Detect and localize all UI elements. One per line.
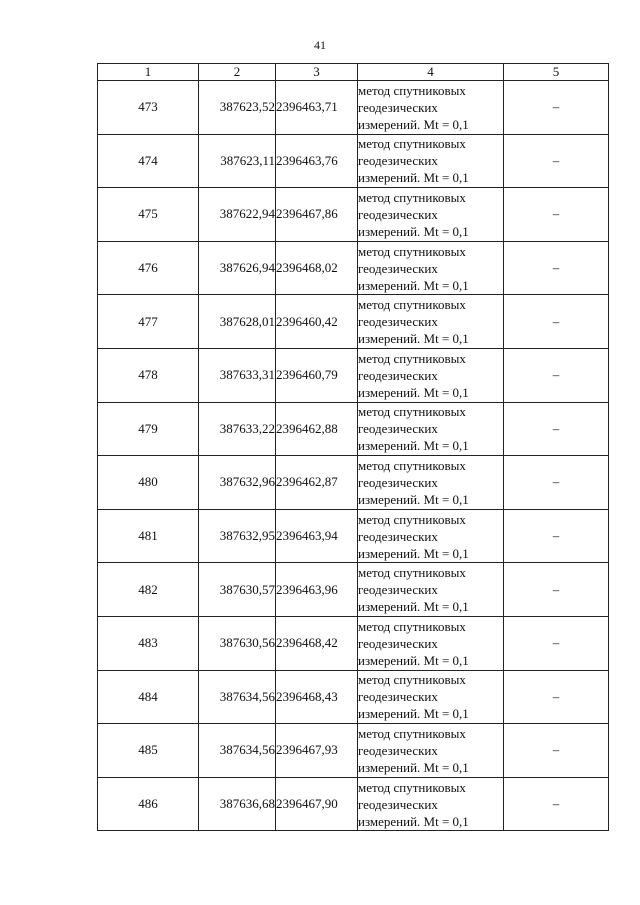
method-cell	[358, 134, 504, 188]
method-line: геодезических	[358, 689, 438, 705]
point-number-cell: 479	[98, 402, 199, 456]
method-line: метод спутниковых	[358, 136, 466, 152]
x-coordinate-cell: 387623,52	[199, 81, 276, 135]
method-line: геодезических	[358, 474, 438, 490]
method-line: измерений. Mt = 0,1	[358, 759, 469, 775]
method-line: геодезических	[358, 582, 438, 598]
method-cell	[358, 456, 504, 510]
method-line: геодезических	[358, 796, 438, 812]
y-coordinate-cell: 2396468,42	[276, 616, 358, 670]
y-coordinate-cell: 2396467,93	[276, 724, 358, 778]
point-number-cell: 482	[98, 563, 199, 617]
table-row	[98, 777, 609, 831]
y-coordinate-cell: 2396468,02	[276, 241, 358, 295]
point-number-cell: 483	[98, 616, 199, 670]
table-row	[98, 563, 609, 617]
header-col-1: 1	[98, 64, 199, 81]
point-number-cell: 484	[98, 670, 199, 724]
point-number-cell: 481	[98, 509, 199, 563]
x-coordinate-cell: 387622,94	[199, 188, 276, 242]
method-line: геодезических	[358, 153, 438, 169]
method-line: измерений. Mt = 0,1	[358, 277, 469, 293]
x-coordinate-cell: 387632,95	[199, 509, 276, 563]
column-5-cell: –	[504, 188, 609, 242]
page-number: 41	[314, 38, 326, 52]
header-col-3: 3	[276, 64, 358, 81]
column-5-cell: –	[504, 509, 609, 563]
method-line: измерений. Mt = 0,1	[358, 491, 469, 507]
method-line: геодезических	[358, 421, 438, 437]
method-line: измерений. Mt = 0,1	[358, 599, 469, 615]
point-number-cell: 474	[98, 134, 199, 188]
point-number-cell: 473	[98, 81, 199, 135]
method-cell	[358, 188, 504, 242]
x-coordinate-cell: 387633,22	[199, 402, 276, 456]
x-coordinate-cell: 387634,56	[199, 724, 276, 778]
method-cell	[358, 670, 504, 724]
method-line: геодезических	[358, 367, 438, 383]
table-row	[98, 456, 609, 510]
x-coordinate-cell: 387626,94	[199, 241, 276, 295]
column-5-cell: –	[504, 295, 609, 349]
table-header	[98, 64, 609, 81]
table-row	[98, 134, 609, 188]
column-5-cell: –	[504, 134, 609, 188]
table-row	[98, 402, 609, 456]
method-line: метод спутниковых	[358, 189, 466, 205]
method-cell	[358, 724, 504, 778]
method-line: геодезических	[358, 528, 438, 544]
y-coordinate-cell: 2396462,88	[276, 402, 358, 456]
method-line: геодезических	[358, 260, 438, 276]
x-coordinate-cell: 387633,31	[199, 348, 276, 402]
column-5-cell: –	[504, 456, 609, 510]
column-5-cell: –	[504, 81, 609, 135]
method-line: метод спутниковых	[358, 511, 466, 527]
method-cell	[358, 616, 504, 670]
method-line: метод спутниковых	[358, 565, 466, 581]
point-number-cell: 476	[98, 241, 199, 295]
method-line: геодезических	[358, 206, 438, 222]
method-line: метод спутниковых	[358, 404, 466, 420]
y-coordinate-cell: 2396467,90	[276, 777, 358, 831]
table-body	[98, 81, 609, 831]
x-coordinate-cell: 387630,56	[199, 616, 276, 670]
method-cell	[358, 777, 504, 831]
y-coordinate-cell: 2396468,43	[276, 670, 358, 724]
x-coordinate-cell: 387630,57	[199, 563, 276, 617]
table-row	[98, 724, 609, 778]
method-line: геодезических	[358, 635, 438, 651]
table-row	[98, 670, 609, 724]
column-5-cell: –	[504, 241, 609, 295]
y-coordinate-cell: 2396463,94	[276, 509, 358, 563]
x-coordinate-cell: 387634,56	[199, 670, 276, 724]
method-cell	[358, 81, 504, 135]
table-row	[98, 241, 609, 295]
y-coordinate-cell: 2396462,87	[276, 456, 358, 510]
method-line: измерений. Mt = 0,1	[358, 170, 469, 186]
method-line: метод спутниковых	[358, 243, 466, 259]
method-line: метод спутниковых	[358, 672, 466, 688]
column-5-cell: –	[504, 402, 609, 456]
y-coordinate-cell: 2396463,96	[276, 563, 358, 617]
y-coordinate-cell: 2396467,86	[276, 188, 358, 242]
column-5-cell: –	[504, 348, 609, 402]
method-line: метод спутниковых	[358, 350, 466, 366]
method-line: измерений. Mt = 0,1	[358, 384, 469, 400]
method-line: геодезических	[358, 742, 438, 758]
method-line: метод спутниковых	[358, 779, 466, 795]
x-coordinate-cell: 387632,96	[199, 456, 276, 510]
method-cell	[358, 563, 504, 617]
method-line: метод спутниковых	[358, 82, 466, 98]
method-line: метод спутниковых	[358, 618, 466, 634]
header-col-2: 2	[199, 64, 276, 81]
x-coordinate-cell: 387628,01	[199, 295, 276, 349]
column-5-cell: –	[504, 616, 609, 670]
method-line: измерений. Mt = 0,1	[358, 438, 469, 454]
method-line: геодезических	[358, 314, 438, 330]
table-row	[98, 81, 609, 135]
y-coordinate-cell: 2396460,79	[276, 348, 358, 402]
header-col-5: 5	[504, 64, 609, 81]
x-coordinate-cell: 387623,11	[199, 134, 276, 188]
table-row	[98, 509, 609, 563]
point-number-cell: 478	[98, 348, 199, 402]
method-line: измерений. Mt = 0,1	[358, 223, 469, 239]
method-cell	[358, 241, 504, 295]
column-5-cell: –	[504, 563, 609, 617]
method-cell	[358, 509, 504, 563]
table-row	[98, 348, 609, 402]
method-line: метод спутниковых	[358, 725, 466, 741]
table-row	[98, 616, 609, 670]
method-line: измерений. Mt = 0,1	[358, 545, 469, 561]
header-col-4: 4	[358, 64, 504, 81]
table-row	[98, 295, 609, 349]
column-5-cell: –	[504, 670, 609, 724]
column-5-cell: –	[504, 777, 609, 831]
method-cell	[358, 402, 504, 456]
y-coordinate-cell: 2396463,76	[276, 134, 358, 188]
method-line: измерений. Mt = 0,1	[358, 652, 469, 668]
column-5-cell: –	[504, 724, 609, 778]
y-coordinate-cell: 2396463,71	[276, 81, 358, 135]
method-cell	[358, 348, 504, 402]
x-coordinate-cell: 387636,68	[199, 777, 276, 831]
point-number-cell: 475	[98, 188, 199, 242]
method-line: измерений. Mt = 0,1	[358, 706, 469, 722]
point-number-cell: 477	[98, 295, 199, 349]
method-line: измерений. Mt = 0,1	[358, 331, 469, 347]
method-line: метод спутниковых	[358, 297, 466, 313]
method-cell	[358, 295, 504, 349]
method-line: геодезических	[358, 99, 438, 115]
header-row	[98, 64, 609, 81]
method-line: метод спутниковых	[358, 457, 466, 473]
point-number-cell: 486	[98, 777, 199, 831]
method-line: измерений. Mt = 0,1	[358, 116, 469, 132]
y-coordinate-cell: 2396460,42	[276, 295, 358, 349]
coordinates-table	[97, 63, 609, 831]
method-line: измерений. Mt = 0,1	[358, 813, 469, 829]
point-number-cell: 480	[98, 456, 199, 510]
point-number-cell: 485	[98, 724, 199, 778]
table-row	[98, 188, 609, 242]
